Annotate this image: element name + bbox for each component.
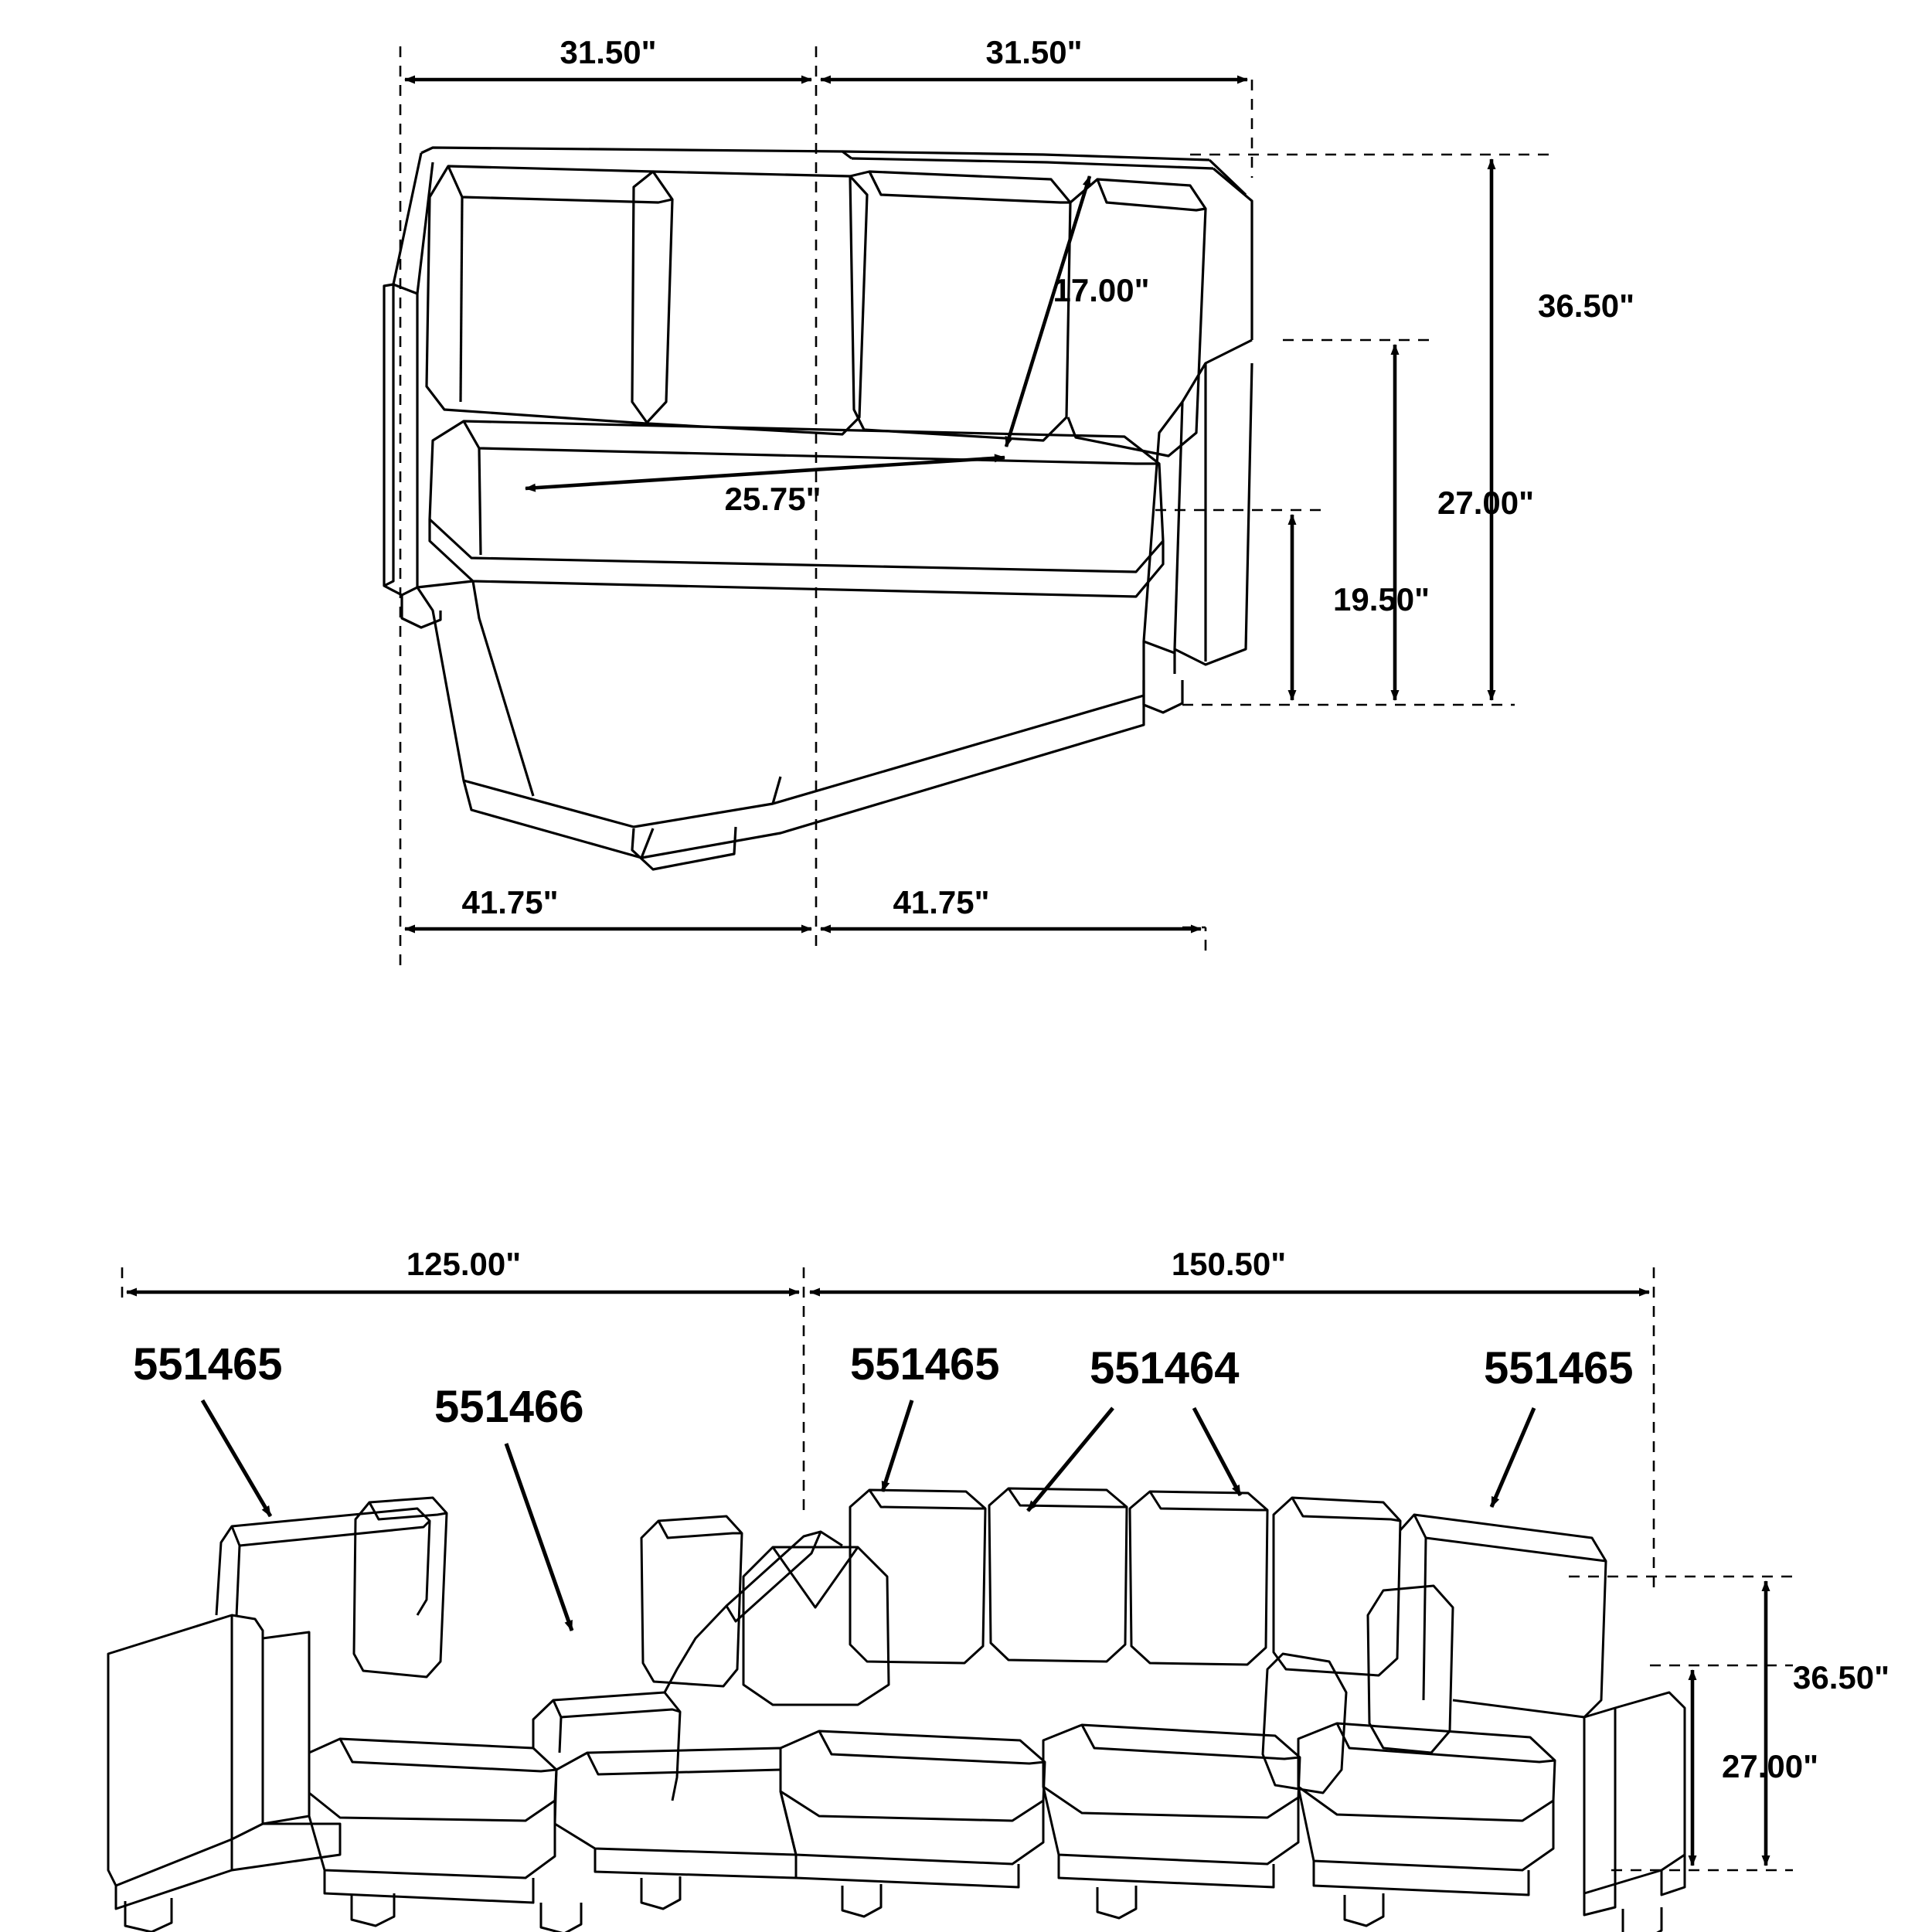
dim-label: 41.75" — [461, 884, 559, 920]
dim-label: 25.75" — [724, 481, 821, 517]
dim-bottom-depth-right — [821, 884, 1201, 929]
dim-label: 125.00" — [406, 1246, 522, 1282]
bottom-drawing-group — [108, 1246, 1889, 1932]
part-code-label: 551464 — [1090, 1343, 1240, 1393]
sectional-artwork — [108, 1488, 1685, 1932]
dim-label: 36.50" — [1793, 1659, 1890, 1696]
top-drawing-group — [384, 34, 1634, 974]
dim-seat-back-height-2 — [1692, 1670, 1818, 1866]
dim-bottom-depth-left — [405, 884, 811, 929]
dim-back-cushion-height — [1006, 176, 1150, 447]
dim-label: 19.50" — [1333, 581, 1430, 617]
dim-back-height — [1395, 345, 1534, 700]
dim-right-section-width — [810, 1246, 1649, 1292]
part-code-label: 551465 — [1484, 1343, 1634, 1393]
dim-seat-height — [1292, 515, 1430, 700]
dim-overall-height-2 — [1766, 1581, 1889, 1866]
dim-label: 31.50" — [560, 34, 657, 70]
part-code-label: 551465 — [133, 1339, 283, 1389]
dim-label: 27.00" — [1437, 485, 1535, 521]
dim-label: 27.00" — [1722, 1748, 1819, 1784]
dim-label: 150.50" — [1171, 1246, 1287, 1282]
dim-label: 31.50" — [985, 34, 1083, 70]
part-code-label: 551466 — [434, 1382, 584, 1432]
extension-lines — [400, 46, 1553, 974]
dim-seat-depth — [526, 457, 1005, 517]
dim-left-section-width — [127, 1246, 799, 1292]
dim-label: 17.00" — [1053, 272, 1150, 308]
part-code-callouts — [133, 1339, 1634, 1631]
dim-label: 36.50" — [1538, 287, 1635, 324]
dim-top-width-left — [405, 34, 811, 80]
dim-top-width-right — [821, 34, 1247, 80]
part-code-label: 551465 — [850, 1339, 1000, 1389]
dim-label: 41.75" — [893, 884, 990, 920]
dim-overall-height — [1492, 159, 1634, 700]
